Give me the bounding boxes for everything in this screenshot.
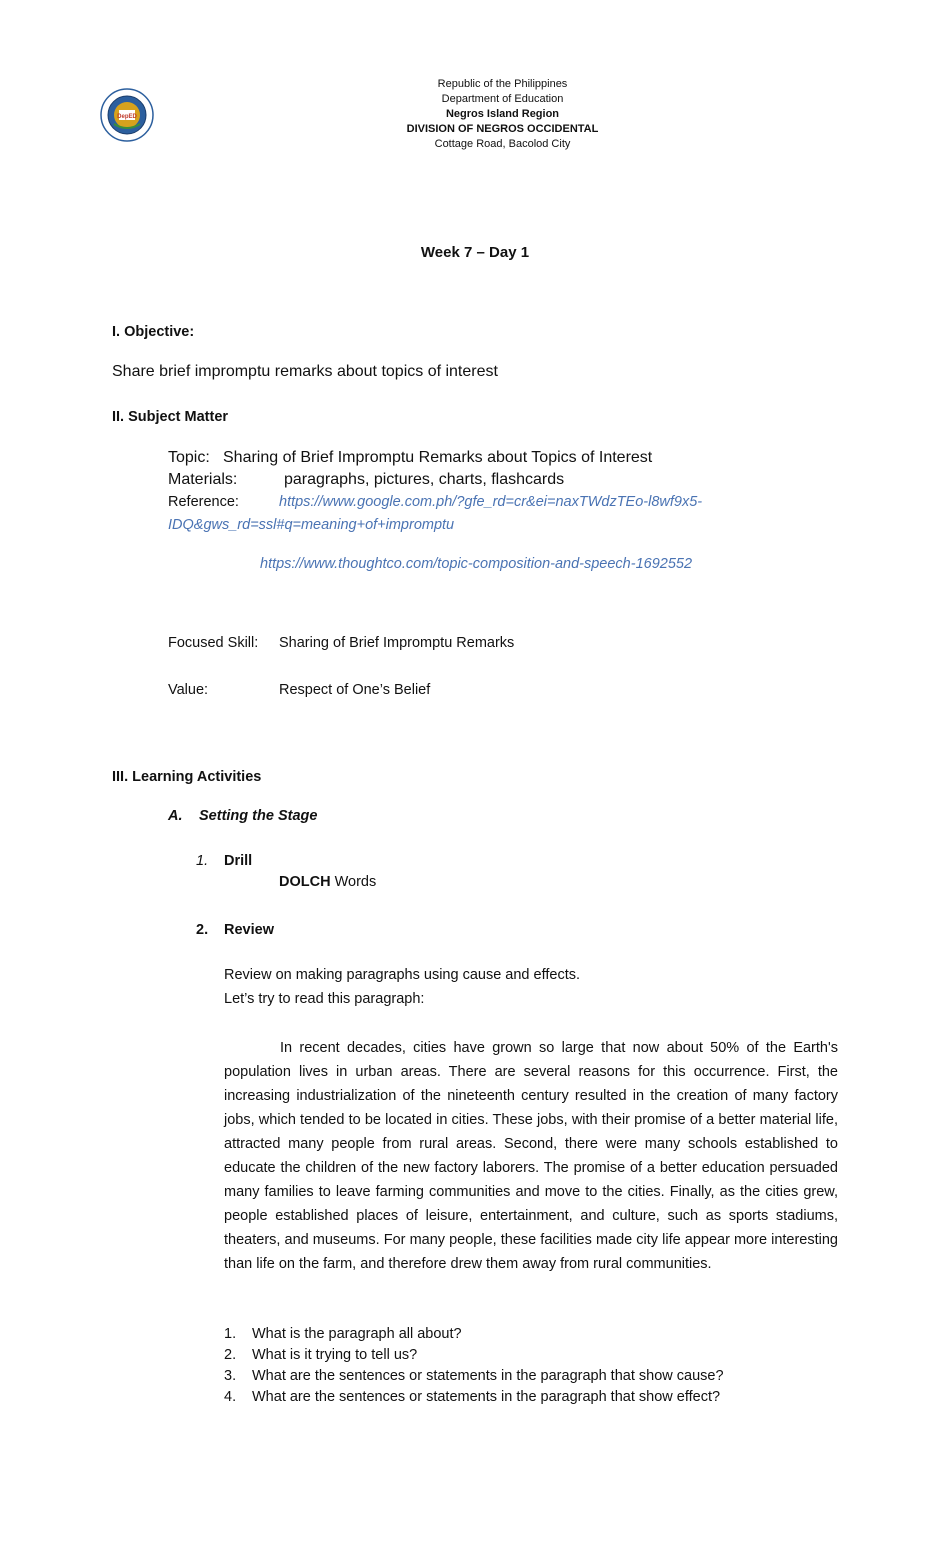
header-division: DIVISION OF NEGROS OCCIDENTAL (406, 123, 599, 135)
question-text: What are the sentences or statements in the paragraph that show cause? (252, 1368, 724, 1384)
deped-division-seal (100, 88, 154, 142)
learning-activities-heading: III. Learning Activities (112, 769, 262, 785)
question-number: 3. (224, 1368, 237, 1384)
focused-skill-label: Focused Skill: (168, 635, 259, 651)
topic-value: Sharing of Brief Impromptu Remarks about Topics of Interest (223, 449, 653, 466)
question-number: 2. (224, 1347, 237, 1363)
review-questions (224, 1324, 844, 1408)
reference-link-google-continued[interactable]: IDQ&gws_rd=ssl#q=meaning+of+impromptu (168, 517, 455, 533)
header-address: Cottage Road, Bacolod City (434, 138, 571, 150)
question-number: 4. (224, 1389, 237, 1405)
list-item (224, 1345, 844, 1366)
drill-title: Drill (224, 853, 253, 869)
question-number: 1. (224, 1326, 237, 1342)
drill-content (279, 874, 376, 890)
lesson-title: Week 7 – Day 1 (420, 244, 530, 261)
list-item (224, 1387, 844, 1408)
drill-number: 1. (196, 853, 209, 869)
review-line-2: Let’s try to read this paragraph: (224, 991, 425, 1007)
objective-text: Share brief impromptu remarks about topics of interest (112, 363, 498, 380)
materials-value: paragraphs, pictures, charts, flashcards (284, 471, 565, 488)
drill-words: Words (330, 874, 377, 890)
list-item (224, 1366, 844, 1387)
header-department: Department of Education (441, 93, 564, 105)
cause-effect-paragraph: In recent decades, cities have grown so large that now about 50% of the Earth's population lives in urban areas. There are several reasons for this occurrence. First, the increasing industrialization of the nineteenth century resulted in the creation of many factory jobs, which tended to be located in cities. These jobs, with their promise of a better material life, attracted many people from rural areas. Second, there were many schools established to educate the children of the new factory laborers. The promise of a better education persuaded many families to leave farming communities and move to the cities. Finally, as the cities grew, people established places of leisure, entertainment, and culture, such as sports stadiums, theaters, and museums. For many people, these facilities made city life appear more interesting than life on the farm, and therefore drew them away from rural communities. (224, 1040, 838, 1272)
objective-heading: I. Objective: (112, 324, 195, 340)
section-a-title: Setting the Stage (199, 808, 318, 824)
review-line-1: Review on making paragraphs using cause and effects. (224, 967, 581, 983)
header-region: Negros Island Region (445, 108, 560, 120)
reference-link-google[interactable]: https://www.google.com.ph/?gfe_rd=cr&ei=naxTWdzTEo-l8wf9x5- (279, 494, 703, 510)
value-value: Respect of One’s Belief (279, 682, 431, 698)
question-text: What is the paragraph all about? (252, 1326, 462, 1342)
value-label: Value: (168, 682, 209, 698)
drill-dolch: DOLCH (279, 874, 331, 890)
question-text: What are the sentences or statements in the paragraph that show effect? (252, 1389, 721, 1405)
review-number: 2. (196, 922, 209, 938)
topic-label: Topic: (168, 449, 210, 466)
question-text: What is it trying to tell us? (252, 1347, 418, 1363)
reference-link-thoughtco[interactable]: https://www.thoughtco.com/topic-composition-and-speech-1692552 (260, 556, 693, 572)
reference-label: Reference: (168, 494, 239, 510)
header-republic: Republic of the Philippines (437, 78, 568, 90)
focused-skill-value: Sharing of Brief Impromptu Remarks (279, 635, 515, 651)
document-header (330, 77, 675, 152)
subject-matter-heading: II. Subject Matter (112, 409, 229, 425)
list-item (224, 1324, 844, 1345)
review-title: Review (224, 922, 274, 938)
section-a-letter: A. (168, 808, 183, 824)
materials-label: Materials: (168, 471, 238, 488)
seal-center-text: DepED (117, 114, 137, 120)
